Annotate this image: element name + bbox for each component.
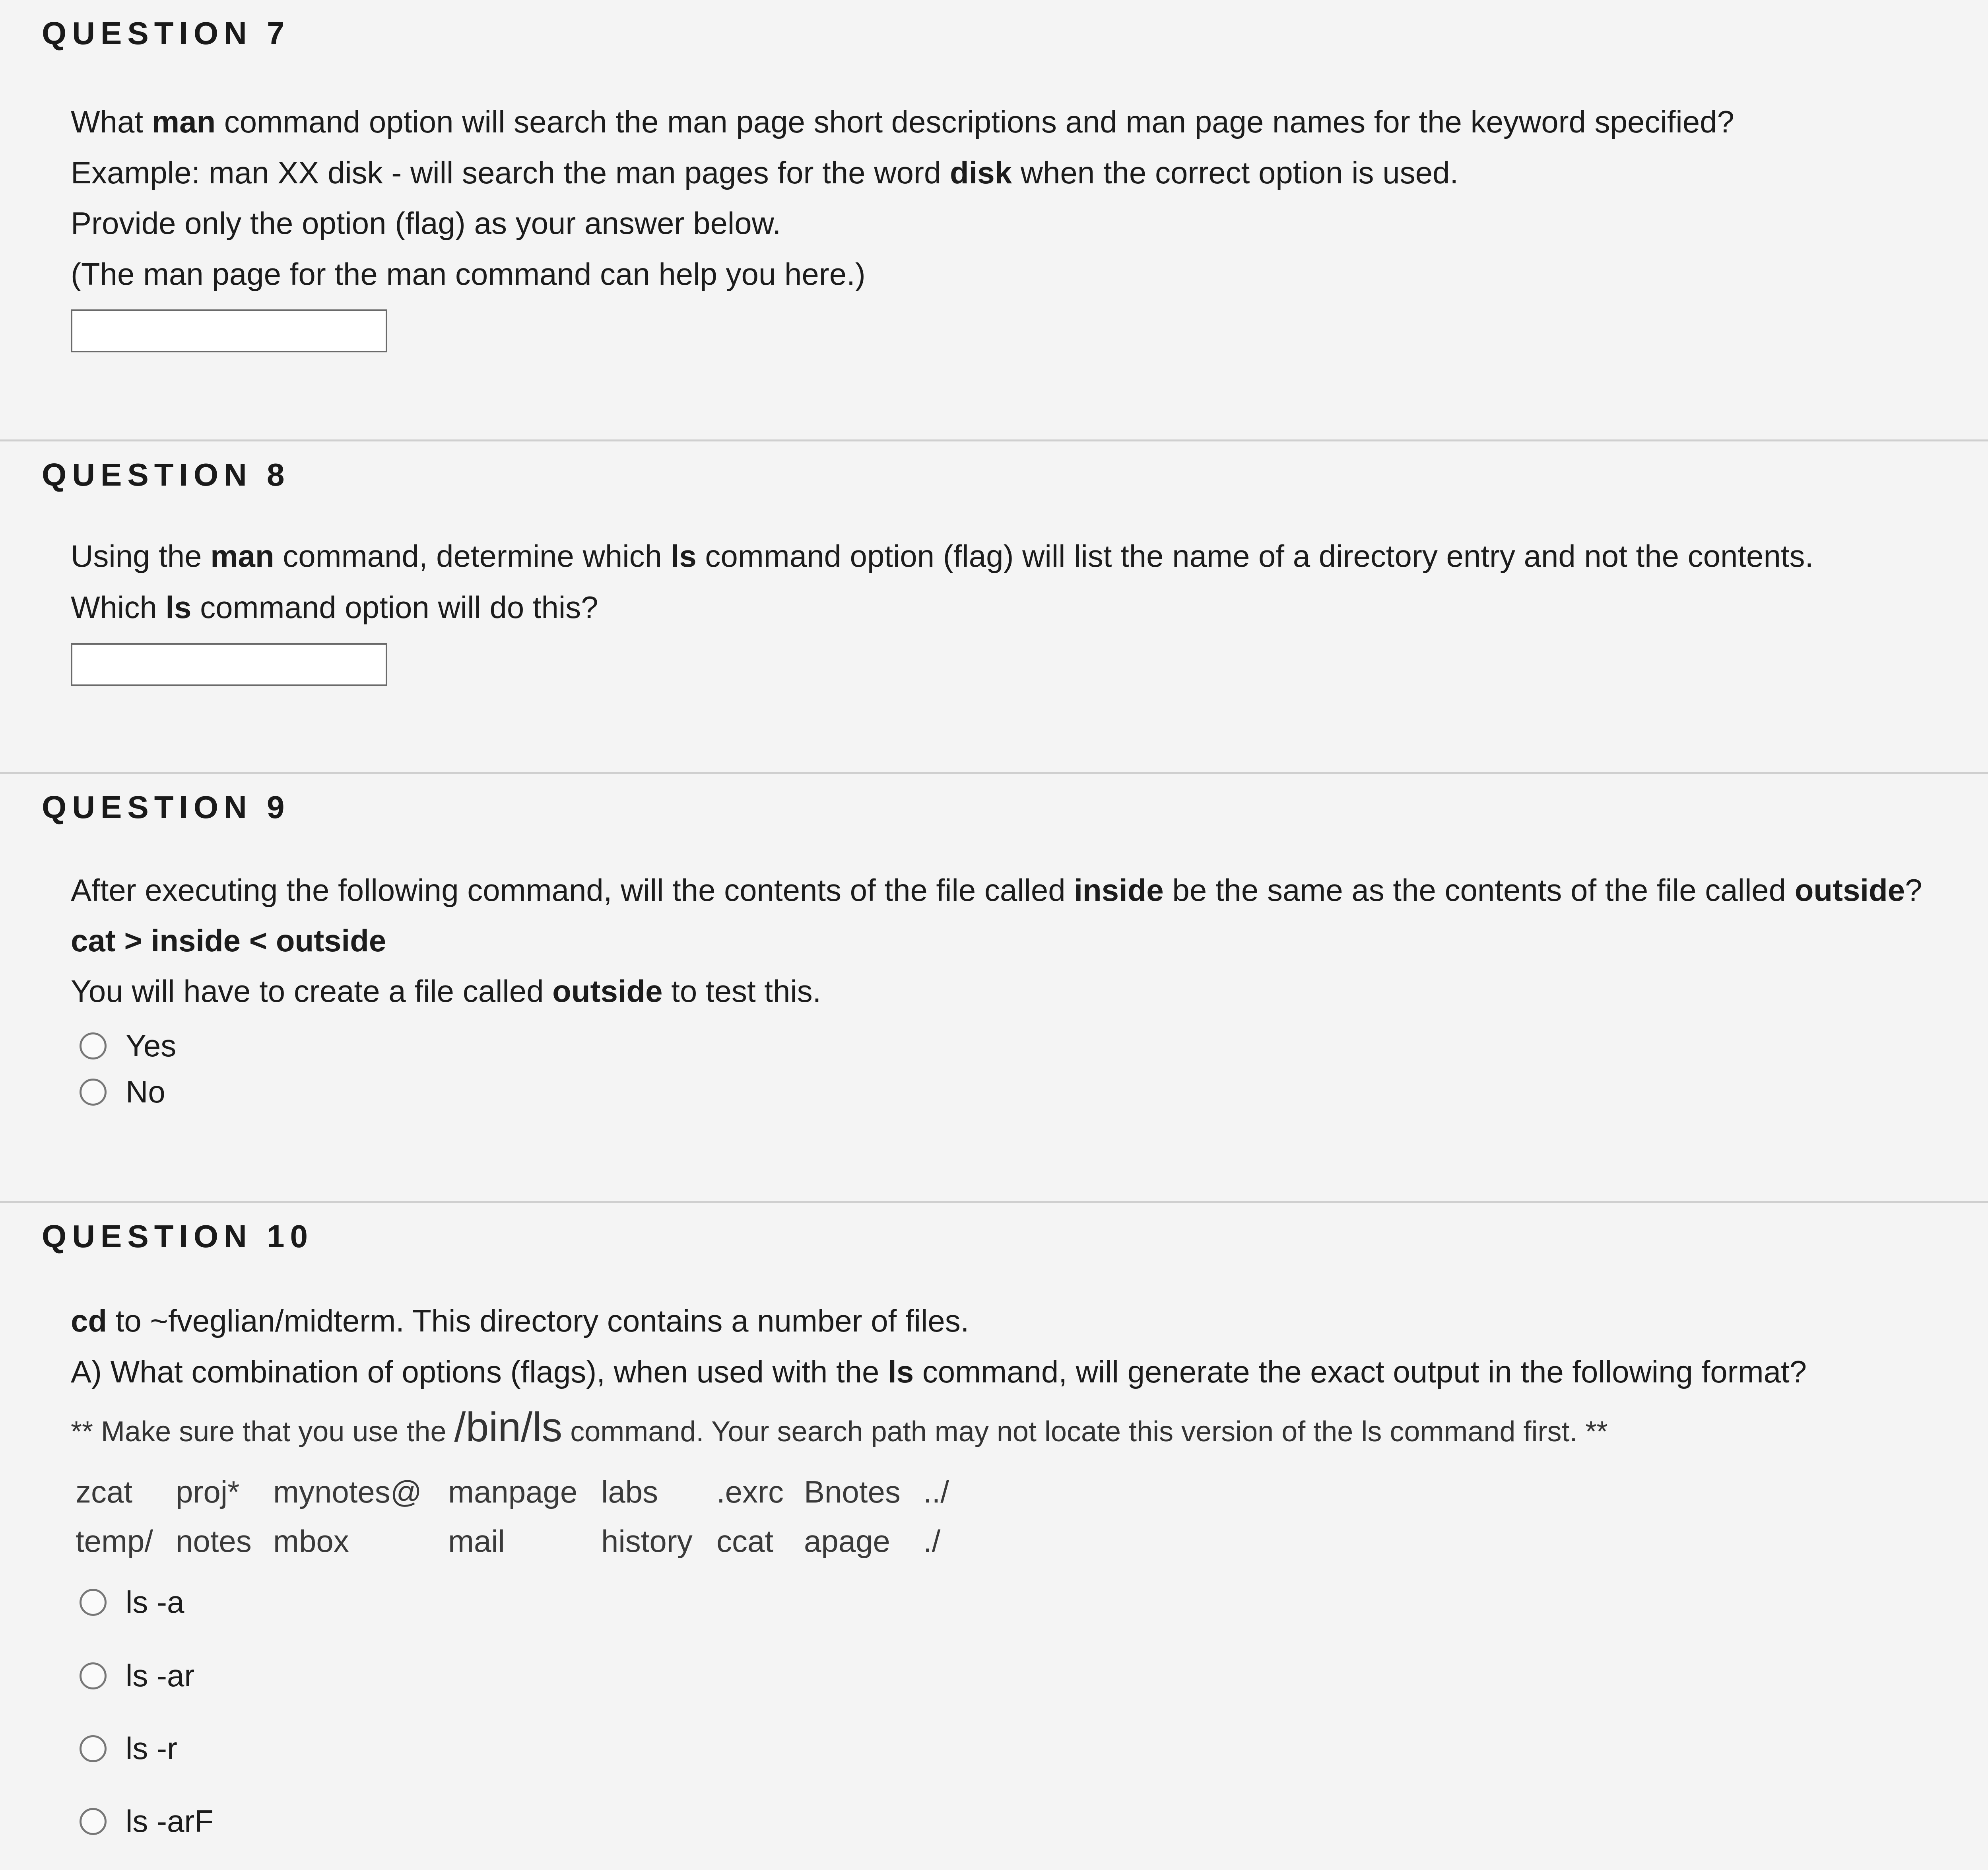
question-10-title: QUESTION 10 xyxy=(42,1219,314,1254)
radio-button[interactable] xyxy=(80,1662,107,1689)
option-label: ls -a xyxy=(126,1584,184,1619)
question-7-line-1: What man command option will search the man page short descriptions and man page names for the keyword specified? xyxy=(71,104,1734,139)
ls-output-cell: .exrc xyxy=(716,1474,784,1509)
ls-output-cell: ../ xyxy=(923,1474,949,1509)
question-8-answer-input[interactable] xyxy=(71,643,387,686)
question-9-option-no[interactable] xyxy=(80,1074,165,1110)
ls-output-cell: Bnotes xyxy=(804,1474,901,1509)
ls-output-row xyxy=(76,1516,971,1566)
question-8-line-1: Using the man command, determine which ls command option (flag) will list the name of a directory entry and not the contents. xyxy=(71,538,1814,573)
question-8-title: QUESTION 8 xyxy=(42,457,290,492)
question-10-option-ls-arf[interactable] xyxy=(80,1803,214,1839)
ls-output-cell: ./ xyxy=(923,1523,941,1559)
radio-button[interactable] xyxy=(80,1808,107,1835)
question-9-command: cat > inside < outside xyxy=(71,923,386,958)
question-7-title: QUESTION 7 xyxy=(42,16,290,51)
ls-output-cell: notes xyxy=(176,1523,252,1559)
question-9-line-1: After executing the following command, will the contents of the file called inside be the same as the contents of the file called outside? xyxy=(71,873,1922,908)
ls-output-cell: mail xyxy=(448,1523,505,1559)
question-7-answer-input[interactable] xyxy=(71,309,387,352)
question-10-line-1: cd to ~fveglian/midterm. This directory contains a number of files. xyxy=(71,1303,969,1338)
ls-output-cell: proj* xyxy=(176,1474,240,1509)
question-10-option-ls-a[interactable] xyxy=(80,1584,184,1620)
option-label: ls -arF xyxy=(126,1804,214,1839)
ls-output-cell: apage xyxy=(804,1523,890,1559)
ls-output-cell: ccat xyxy=(716,1523,774,1559)
option-label: ls -r xyxy=(126,1731,177,1766)
question-10-line-3: ** Make sure that you use the /bin/ls command. Your search path may not locate this version of the ls command first. ** xyxy=(71,1404,1608,1450)
question-9-title: QUESTION 9 xyxy=(42,789,290,825)
radio-button[interactable] xyxy=(80,1079,107,1106)
ls-output-cell: mynotes@ xyxy=(273,1474,422,1509)
question-10-option-ls-r[interactable] xyxy=(80,1730,177,1767)
question-7-section xyxy=(0,0,1988,439)
ls-output-cell: labs xyxy=(601,1474,658,1509)
question-9-section xyxy=(0,774,1988,1201)
ls-output-cell: mbox xyxy=(273,1523,349,1559)
ls-output-row xyxy=(76,1467,971,1516)
option-label: No xyxy=(126,1074,165,1109)
question-10-option-ls-ar[interactable] xyxy=(80,1658,194,1694)
question-8-line-2: Which ls command option will do this? xyxy=(71,590,598,625)
ls-output-cell: history xyxy=(601,1523,693,1559)
ls-output-block xyxy=(76,1467,971,1566)
ls-output-cell: manpage xyxy=(448,1474,578,1509)
question-10-line-2: A) What combination of options (flags), when used with the ls command, will generate the exact output in the following format? xyxy=(71,1354,1807,1389)
question-7-line-4: (The man page for the man command can help you here.) xyxy=(71,257,866,292)
radio-button[interactable] xyxy=(80,1032,107,1059)
question-9-option-yes[interactable] xyxy=(80,1028,176,1064)
radio-button[interactable] xyxy=(80,1735,107,1762)
ls-output-cell: zcat xyxy=(76,1474,133,1509)
question-9-line-3: You will have to create a file called outside to test this. xyxy=(71,974,821,1009)
option-label: Yes xyxy=(126,1028,177,1063)
question-8-section xyxy=(0,441,1988,772)
radio-button[interactable] xyxy=(80,1589,107,1616)
option-label: ls -ar xyxy=(126,1658,195,1693)
ls-output-cell: temp/ xyxy=(76,1523,153,1559)
question-10-section xyxy=(0,1203,1988,1870)
question-7-line-3: Provide only the option (flag) as your answer below. xyxy=(71,206,781,241)
question-7-line-2: Example: man XX disk - will search the man pages for the word disk when the correct option is used. xyxy=(71,155,1459,190)
